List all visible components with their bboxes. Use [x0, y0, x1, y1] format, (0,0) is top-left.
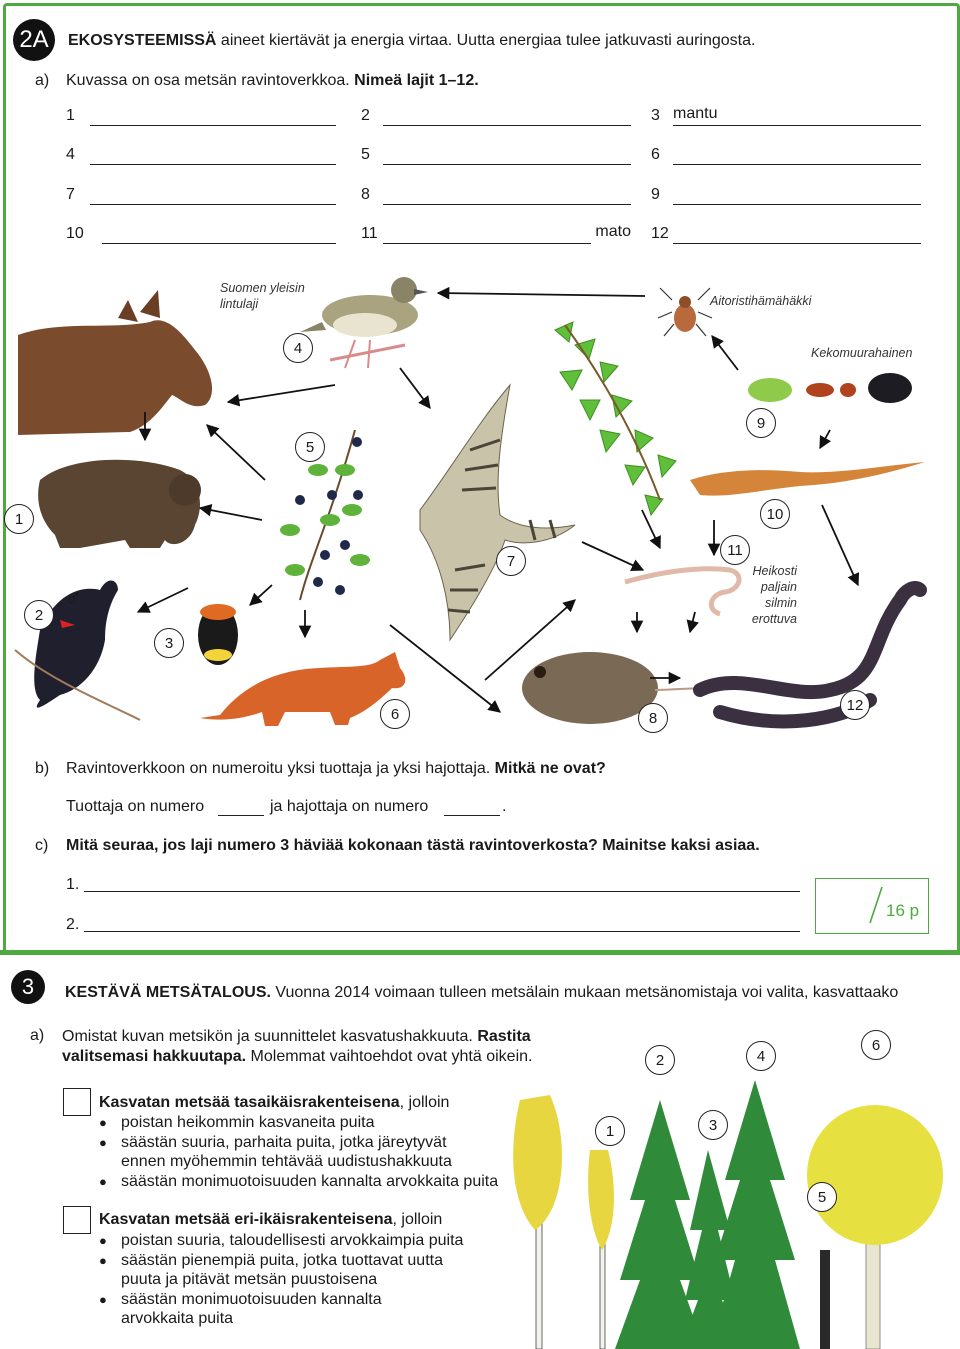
- answer-number-8: 8: [361, 186, 370, 203]
- part-a-letter: a): [35, 72, 50, 89]
- part-c-letter: c): [35, 837, 49, 854]
- task-badge-label: 2A: [19, 26, 49, 53]
- option-2-title: [99, 1211, 442, 1229]
- answer-line-12[interactable]: [673, 243, 921, 244]
- task-3-a-bold-2: valitsemasi hakkuutapa.: [62, 1047, 247, 1065]
- part-c-question: Mitä seuraa, jos laji numero 3 häviää kokonaan tästä ravintoverkosta? Mainitse kaksi asiaa.: [66, 837, 760, 854]
- task-2-title: [68, 32, 755, 50]
- answer-number-3: 3: [651, 107, 660, 124]
- section-divider: [0, 950, 960, 955]
- task-3-badge-label: 3: [21, 974, 35, 999]
- species-number-12: 12: [840, 690, 870, 720]
- bumblebee-illustration: [198, 604, 238, 665]
- decomposer-answer-line[interactable]: [444, 815, 500, 816]
- task-3-title-bold: KESTÄVÄ METSÄTALOUS.: [65, 984, 271, 1001]
- answer-2-line[interactable]: [84, 931, 800, 932]
- answer-line-1[interactable]: [90, 125, 336, 126]
- option-1-title: [99, 1094, 449, 1112]
- list-item: ● säästän suuria, parhaita puita, jotka järeytyvät: [99, 1133, 498, 1153]
- answer-number-9: 9: [651, 186, 660, 203]
- answer-line-10[interactable]: [102, 243, 336, 244]
- birch-branch-illustration: [555, 322, 676, 515]
- even-aged-checkbox[interactable]: [63, 1088, 91, 1116]
- task-3-a-rest: Molemmat vaihtoehdot ovat yhtä oikein.: [246, 1047, 533, 1065]
- dead-tree: [820, 1250, 830, 1349]
- task-2-title-text: aineet kiertävät ja energia virtaa. Uutta energiaa tulee jatkuvasti auringosta.: [216, 32, 756, 49]
- species-number-7: 7: [496, 546, 526, 576]
- score-slash: [868, 885, 884, 925]
- answer-number-2: 2: [361, 107, 370, 124]
- option-2-bullets: [99, 1231, 463, 1329]
- part-a-instruction: [66, 72, 479, 90]
- task-3-title-text: Vuonna 2014 voimaan tulleen metsälain mukaan metsänomistaja voi valita, kasvattaako: [270, 984, 899, 1001]
- task-3-part-a-instruction: [62, 1027, 602, 1066]
- answer-1-line[interactable]: [84, 891, 800, 892]
- fox-illustration: [200, 652, 405, 726]
- part-a-bold: Nimeä lajit 1–12.: [354, 72, 479, 89]
- species-number-3: 3: [154, 628, 184, 658]
- species-number-1: 1: [4, 504, 34, 534]
- list-item: ● säästän pienempiä puita, jotka tuottavat uutta: [99, 1251, 463, 1271]
- blueberry-illustration: [280, 430, 370, 600]
- answer-value-3: mantu: [673, 105, 718, 122]
- lizard-illustration: [690, 462, 925, 496]
- task-3-part-a-letter: a): [30, 1027, 45, 1044]
- tree-number-4: 4: [746, 1041, 776, 1071]
- answer-number-7: 7: [66, 186, 75, 203]
- task-badge: [13, 19, 55, 61]
- task-3-a-bold-1: Rastita: [477, 1028, 531, 1045]
- species-number-5: 5: [295, 432, 325, 462]
- moose-illustration: [18, 290, 212, 435]
- answer-line-3[interactable]: [673, 105, 921, 126]
- answer-line-4[interactable]: [90, 164, 336, 165]
- part-b-question: [66, 760, 606, 778]
- list-item: ● poistan suuria, taloudellisesti arvokkaimpia puita: [99, 1231, 463, 1251]
- task-3-a-text: Omistat kuvan metsikön ja suunnittelet kasvatushakkuuta.: [62, 1028, 478, 1045]
- decomposer-label: ja hajottaja on numero: [270, 798, 429, 815]
- ant-note: Kekomuurahainen: [811, 346, 913, 360]
- species-number-11: 11: [720, 535, 750, 565]
- list-item: puuta ja pitävät metsän puustoisena: [121, 1271, 378, 1288]
- answer-line-5[interactable]: [383, 164, 631, 165]
- tree-number-1: 1: [595, 1116, 625, 1146]
- answer-line-2[interactable]: [383, 125, 631, 126]
- part-b-text: Ravintoverkkoon on numeroitu yksi tuottaja ja yksi hajottaja.: [66, 760, 495, 777]
- answer-number-1: 1: [66, 107, 75, 124]
- part-b-letter: b): [35, 760, 50, 777]
- species-number-9: 9: [746, 408, 776, 438]
- producer-answer-line[interactable]: [218, 815, 264, 816]
- species-number-8: 8: [638, 703, 668, 733]
- species-number-4: 4: [283, 333, 313, 363]
- option-2-title-rest: , jolloin: [392, 1211, 443, 1228]
- part-a-text: Kuvassa on osa metsän ravintoverkkoa.: [66, 72, 355, 89]
- bear-illustration: [38, 460, 201, 548]
- option-1-title-rest: , jolloin: [399, 1094, 450, 1111]
- answer-number-10: 10: [66, 225, 84, 242]
- answer-value-11: mato: [595, 223, 631, 240]
- period: .: [502, 798, 507, 815]
- male-symbol: ♂: [64, 585, 82, 612]
- bird-note: Suomen yleisin lintulaji: [220, 281, 305, 311]
- answer-line-8[interactable]: [383, 204, 631, 205]
- score-points: 16 p: [886, 901, 920, 920]
- answer-line-7[interactable]: [90, 204, 336, 205]
- uneven-aged-checkbox[interactable]: [63, 1206, 91, 1234]
- answer-number-6: 6: [651, 146, 660, 163]
- list-item: ● säästän monimuotoisuuden kannalta: [99, 1290, 463, 1310]
- worm-note: Heikosti paljain silmin erottuva: [751, 564, 797, 626]
- producer-label: Tuottaja on numero: [66, 798, 205, 815]
- viper-illustration: [700, 588, 920, 721]
- score-box: [815, 878, 929, 934]
- list-item: ● poistan heikommin kasvaneita puita: [99, 1113, 498, 1133]
- tree-number-5: 5: [807, 1182, 837, 1212]
- worm-illustration: [625, 569, 739, 614]
- spider-illustration: [658, 288, 712, 336]
- aphid-ant-illustration: [748, 373, 912, 403]
- tree-number-2: 2: [645, 1045, 675, 1075]
- task-2-title-bold: EKOSYSTEEMISSÄ: [68, 32, 217, 49]
- vole-illustration: [522, 652, 720, 724]
- answer-number-4: 4: [66, 146, 75, 163]
- species-number-2: 2: [24, 600, 54, 630]
- answer-1-label: 1.: [66, 876, 80, 893]
- answer-number-12: 12: [651, 225, 669, 242]
- list-item: ennen myöhemmin tehtävää uudistushakkuuta: [121, 1153, 452, 1170]
- hawk-illustration: [420, 385, 575, 640]
- tree-number-6: 6: [861, 1030, 891, 1060]
- tree-number-3: 3: [698, 1110, 728, 1140]
- option-1-title-bold: Kasvatan metsää tasaikäisrakenteisena: [99, 1094, 400, 1111]
- answer-number-11: 11: [361, 225, 378, 242]
- answer-line-11[interactable]: [383, 223, 631, 244]
- task-3-title: [65, 984, 898, 1002]
- food-web-illustration: [0, 260, 960, 750]
- answer-number-5: 5: [361, 146, 370, 163]
- part-b-bold: Mitkä ne ovat?: [494, 760, 606, 777]
- species-number-6: 6: [380, 699, 410, 729]
- answer-2-label: 2.: [66, 916, 80, 933]
- species-number-10: 10: [760, 499, 790, 529]
- answer-line-9[interactable]: [673, 204, 921, 205]
- list-item: ● säästän monimuotoisuuden kannalta arvokkaita puita: [99, 1172, 498, 1192]
- option-1-bullets: [99, 1113, 498, 1191]
- task-3-badge: [11, 970, 45, 1004]
- spider-note: Aitoristihämähäkki: [710, 294, 812, 308]
- option-2-title-bold: Kasvatan metsää eri-ikäisrakenteisena: [99, 1211, 393, 1228]
- answer-line-6[interactable]: [673, 164, 921, 165]
- list-item: arvokkaita puita: [121, 1310, 234, 1327]
